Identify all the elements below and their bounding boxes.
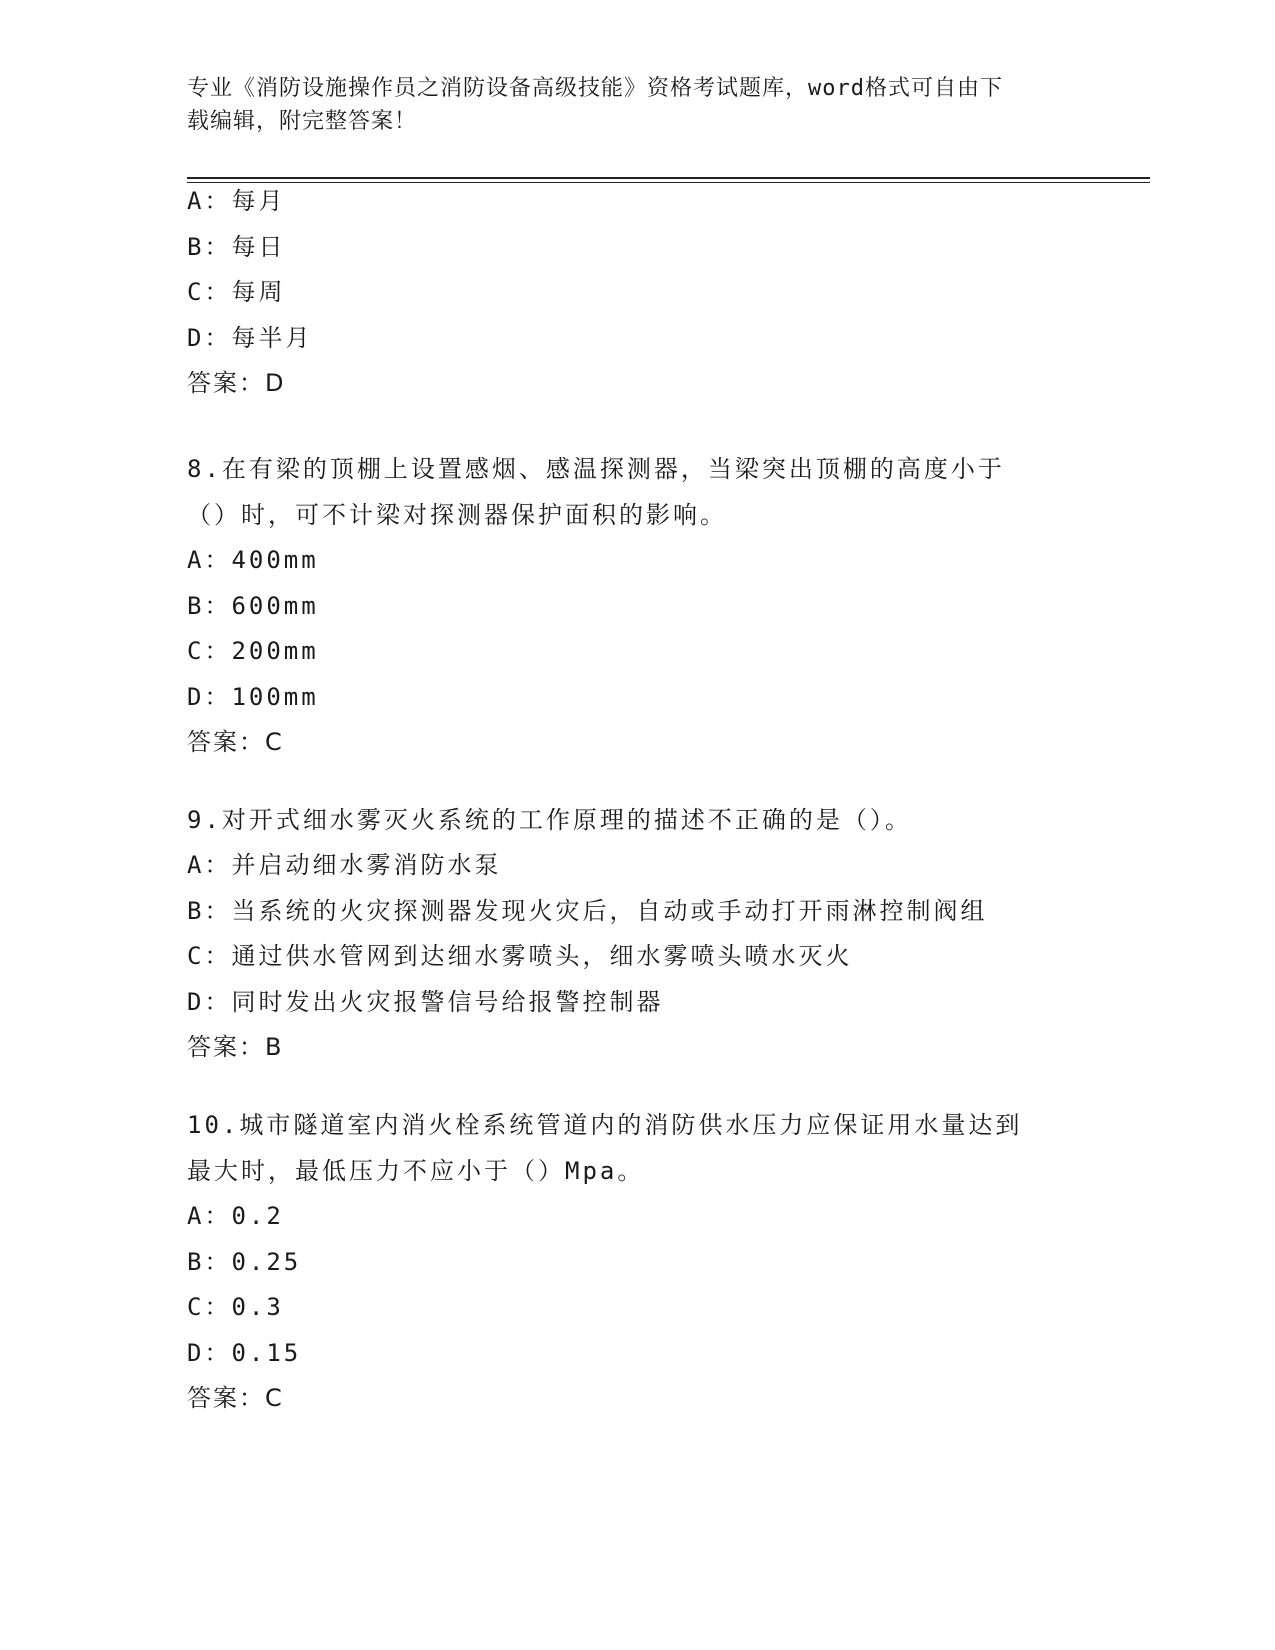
option-d: D：100mm	[187, 682, 319, 711]
option-a: A：每月	[187, 187, 286, 215]
option-c: C：每周	[187, 278, 286, 306]
question-8-block	[187, 446, 1087, 766]
option-d: D：0.15	[187, 1338, 302, 1367]
option-b: B：每日	[187, 232, 286, 261]
option-d: D：每半月	[187, 323, 313, 352]
question-7-block	[187, 179, 1087, 407]
document-header	[187, 72, 1087, 138]
answer-line: 答案：D	[187, 369, 286, 397]
option-a: A：400mm	[187, 546, 319, 574]
answer-line: 答案：B	[187, 1033, 284, 1061]
question-stem-line-2: （）时，可不计梁对探测器保护面积的影响。	[187, 501, 727, 529]
question-stem-line-1: 8.在有梁的顶棚上设置感烟、感温探测器，当梁突出顶棚的高度小于	[187, 455, 1005, 483]
question-stem-line-2: 最大时，最低压力不应小于（）Mpa。	[187, 1157, 645, 1185]
question-10-block	[187, 1102, 1087, 1422]
answer-line: 答案：C	[187, 728, 284, 756]
option-a: A：并启动细水雾消防水泵	[187, 851, 502, 879]
option-c: C：200mm	[187, 637, 319, 665]
option-b: B：600mm	[187, 591, 319, 620]
answer-line: 答案：C	[187, 1384, 284, 1412]
header-line-2: 载编辑，附完整答案！	[187, 109, 418, 134]
option-c: C：0.3	[187, 1293, 284, 1321]
option-b: B：0.25	[187, 1247, 302, 1276]
question-9-block	[187, 797, 1087, 1071]
question-stem-line-1: 9.对开式细水雾灭火系统的工作原理的描述不正确的是（）。	[187, 806, 912, 834]
question-stem-line-1: 10.城市隧道室内消火栓系统管道内的消防供水压力应保证用水量达到	[187, 1111, 1023, 1139]
option-d: D：同时发出火灾报警信号给报警控制器	[187, 987, 664, 1016]
option-a: A：0.2	[187, 1202, 284, 1230]
header-line-1: 专业《消防设施操作员之消防设备高级技能》资格考试题库，word格式可自由下	[187, 76, 1003, 101]
option-b: B：当系统的火灾探测器发现火灾后，自动或手动打开雨淋控制阀组	[187, 896, 988, 925]
option-c: C：通过供水管网到达细水雾喷头，细水雾喷头喷水灭火	[187, 942, 853, 970]
